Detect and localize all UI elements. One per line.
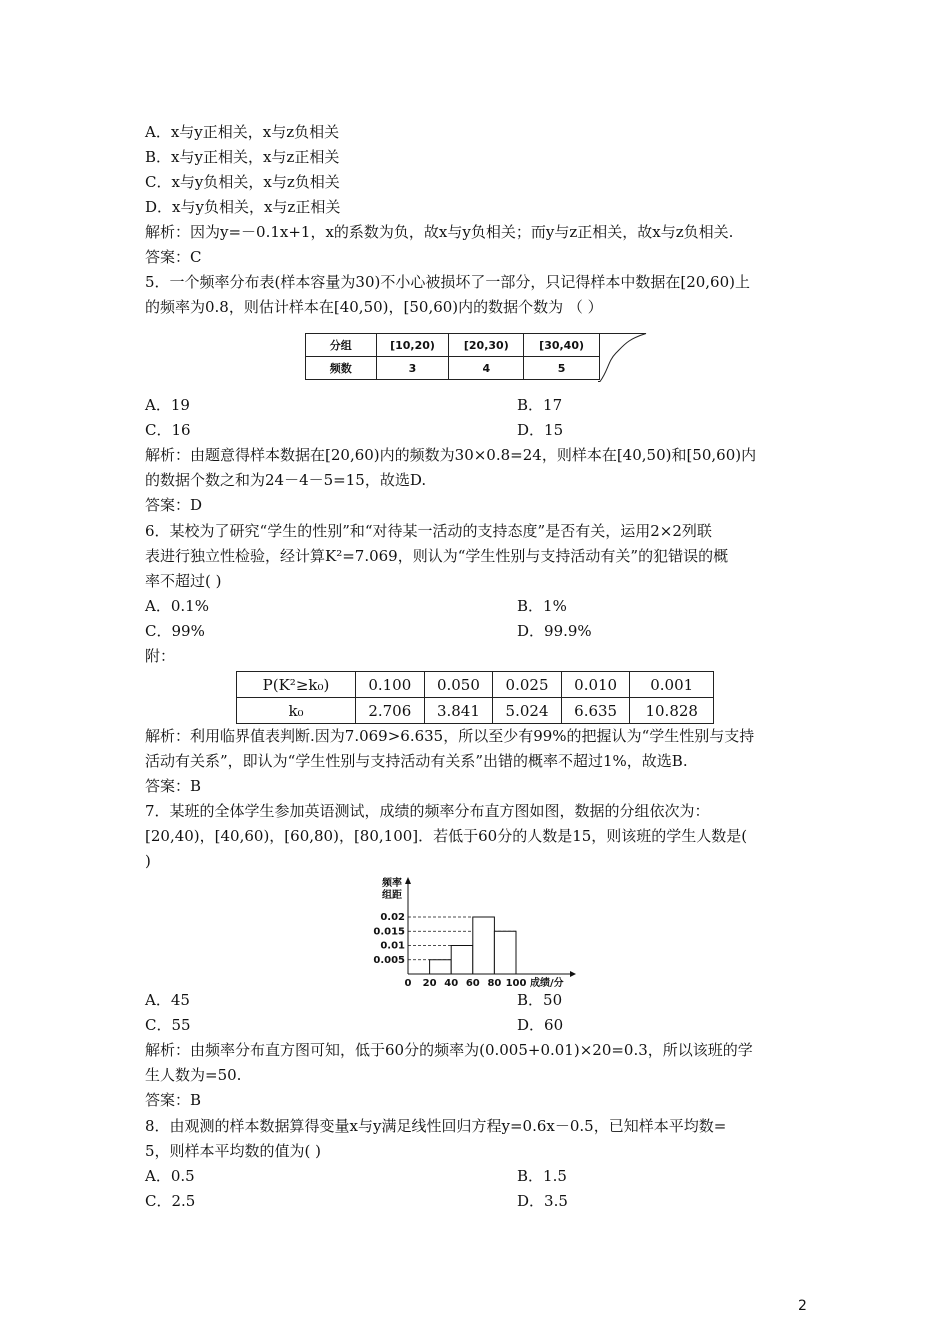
x-tick-label: 40 — [444, 978, 459, 989]
q5-table-cell: 4 — [449, 357, 524, 380]
q6-table-row-label: k₀ — [237, 698, 356, 724]
q6-table-cell: 0.050 — [424, 672, 493, 698]
q5-answer: 答案：D — [145, 496, 203, 514]
q7-stem-line2: [20,40)，[40,60)，[60,80)，[80,100]．若低于60分的人数是15，则该班的学生人数是( — [145, 827, 748, 845]
q5-table-cell: [10,20) — [376, 334, 449, 357]
q5-table-cell: 5 — [524, 357, 600, 380]
q8-option-b: B．1.5 — [517, 1167, 567, 1185]
q4-option-d: D．x与y负相关，x与z正相关 — [145, 198, 341, 216]
q5-table-cell: [20,30) — [449, 334, 524, 357]
q6-table-row-p — [237, 672, 714, 698]
y-tick-labels — [373, 912, 405, 966]
q8-stem-line2: 5，则样本平均数的值为( ) — [145, 1142, 322, 1160]
q7-option-a: A．45 — [145, 991, 190, 1009]
x-tick-label: 100 — [505, 978, 527, 989]
histogram-bar — [473, 917, 495, 974]
y-tick-label: 0.005 — [373, 954, 405, 966]
histogram-bar — [451, 946, 473, 975]
q6-critical-value-table — [236, 671, 714, 724]
x-tick-label: 60 — [465, 978, 480, 989]
q7-stem-line3: ) — [145, 852, 151, 870]
q5-table-cell: [30,40) — [524, 334, 600, 357]
q6-stem-line3: 率不超过( ) — [145, 572, 222, 590]
q5-analysis-line1: 解析：由题意得样本数据在[20,60)内的频数为30×0.8=24，则样本在[40,50)和[50,60)内 — [145, 446, 757, 464]
q6-table-cell: 0.025 — [493, 672, 562, 698]
q6-table-cell: 6.635 — [561, 698, 630, 724]
q5-option-b: B．17 — [517, 396, 563, 414]
q5-torn-edge — [598, 333, 650, 382]
histogram-bar — [430, 960, 452, 974]
q5-table-header-row — [306, 334, 600, 357]
q8-option-d: D．3.5 — [517, 1192, 568, 1210]
q6-table-cell: 3.841 — [424, 698, 493, 724]
q5-frequency-table — [305, 333, 600, 380]
q6-analysis-line1: 解析：利用临界值表判断.因为7.069>6.635，所以至少有99%的把握认为“学生性别与支持 — [145, 727, 755, 745]
q5-option-a: A．19 — [145, 396, 190, 414]
q5-option-d: D．15 — [517, 421, 564, 439]
q6-table-row-label: P(K²≥k₀) — [237, 672, 356, 698]
q6-table-cell: 0.001 — [630, 672, 714, 698]
q4-analysis: 解析：因为y=－0.1x+1，x的系数为负，故x与y负相关；而y与z正相关，故x与z负相关. — [145, 223, 734, 241]
q4-option-b: B．x与y正相关，x与z正相关 — [145, 148, 340, 166]
q7-option-d: D．60 — [517, 1016, 564, 1034]
x-axis-label: 成绩/分 — [530, 978, 564, 989]
q7-stem-line1: 7．某班的全体学生参加英语测试，成绩的频率分布直方图如图，数据的分组依次为： — [145, 802, 710, 820]
q6-option-d: D．99.9% — [517, 622, 592, 640]
q7-option-b: B．50 — [517, 991, 563, 1009]
q6-stem-line1: 6．某校为了研究“学生的性别”和“对待某一活动的支持态度”是否有关，运用2×2列联 — [145, 522, 712, 540]
x-axis-arrow-icon — [570, 971, 576, 977]
x-tick-label: 0 — [404, 978, 412, 989]
y-axis-label-bottom: 组距 — [382, 890, 402, 901]
y-tick-label: 0.015 — [373, 926, 405, 938]
x-tick-label: 20 — [422, 978, 437, 989]
q4-option-a: A．x与y正相关，x与z负相关 — [145, 123, 340, 141]
q6-table-cell: 10.828 — [630, 698, 714, 724]
q5-table-cell: 3 — [376, 357, 449, 380]
q7-option-c: C．55 — [145, 1016, 191, 1034]
q7-answer: 答案：B — [145, 1091, 202, 1109]
q5-table-cell: 分组 — [306, 334, 377, 357]
q6-table-cell: 0.100 — [356, 672, 425, 698]
q6-option-a: A．0.1% — [145, 597, 209, 615]
histogram-bar — [494, 931, 516, 974]
q7-analysis-line2: 生人数为=50. — [145, 1066, 242, 1084]
q8-option-c: C．2.5 — [145, 1192, 196, 1210]
y-axis-arrow-icon — [405, 877, 411, 884]
q6-table-row-k — [237, 698, 714, 724]
x-tick-labels — [405, 978, 527, 989]
q7-histogram — [370, 872, 585, 992]
q7-analysis-line1: 解析：由频率分布直方图可知，低于60分的频率为(0.005+0.01)×20=0.3，所以该班的学 — [145, 1041, 753, 1059]
q5-table-cell: 频数 — [306, 357, 377, 380]
q6-table-cell: 0.010 — [561, 672, 630, 698]
histogram-bars — [430, 917, 516, 974]
q6-appendix-label: 附： — [145, 647, 176, 665]
x-tick-label: 80 — [487, 978, 502, 989]
q6-analysis-line2: 活动有关系”，即认为“学生性别与支持活动有关系”出错的概率不超过1%，故选B. — [145, 752, 688, 770]
y-tick-label: 0.01 — [380, 940, 405, 952]
q8-option-a: A．0.5 — [145, 1167, 195, 1185]
q6-stem-line2: 表进行独立性检验，经计算K²=7.069，则认为“学生性别与支持活动有关”的犯错误的概 — [145, 547, 729, 565]
q5-stem-line2: 的频率为0.8，则估计样本在[40,50)，[50,60)内的数据个数为 （ ） — [145, 298, 603, 316]
q6-option-b: B．1% — [517, 597, 567, 615]
q5-table-value-row — [306, 357, 600, 380]
y-axis-label-top: 频率 — [382, 878, 402, 889]
page-number: 2 — [798, 1298, 807, 1314]
y-tick-label: 0.02 — [380, 912, 405, 923]
q4-answer: 答案：C — [145, 248, 202, 266]
q6-table-cell: 5.024 — [493, 698, 562, 724]
q4-option-c: C．x与y负相关，x与z负相关 — [145, 173, 340, 191]
q8-stem-line1: 8．由观测的样本数据算得变量x与y满足线性回归方程y=0.6x－0.5，已知样本平均数= — [145, 1117, 727, 1135]
q6-table-cell: 2.706 — [356, 698, 425, 724]
q5-stem-line1: 5．一个频率分布表(样本容量为30)不小心被损坏了一部分，只记得样本中数据在[20,60)上 — [145, 273, 750, 291]
q6-option-c: C．99% — [145, 622, 205, 640]
q5-option-c: C．16 — [145, 421, 191, 439]
q5-analysis-line2: 的数据个数之和为24－4－5=15，故选D. — [145, 471, 427, 489]
q6-answer: 答案：B — [145, 777, 202, 795]
